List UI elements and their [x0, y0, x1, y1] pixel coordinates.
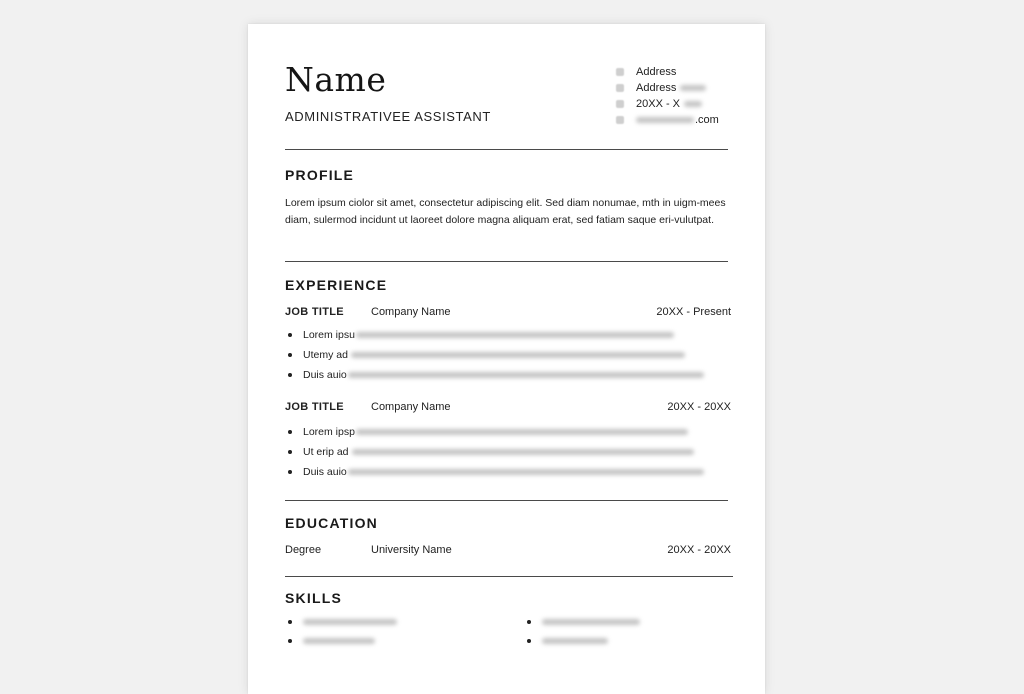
company-name: Company Name	[371, 401, 451, 413]
bullet-icon	[288, 333, 292, 337]
contact-phone: 20XX - X	[616, 96, 756, 112]
degree: Degree	[285, 544, 322, 556]
email-icon	[616, 116, 624, 124]
skill-item	[288, 634, 375, 648]
divider	[285, 576, 733, 577]
contact-address-2: Address	[616, 80, 756, 96]
resume-name: Name	[285, 60, 387, 99]
bullet-icon	[527, 620, 531, 624]
bullet-icon	[288, 450, 292, 454]
redacted-text	[303, 638, 375, 644]
redacted-text	[356, 429, 688, 435]
list-item: Utemy ad	[288, 347, 685, 363]
company-name: Company Name	[371, 306, 451, 318]
university-name: University Name	[371, 544, 452, 556]
section-title-education: EDUCATION	[285, 515, 378, 531]
redacted-text	[303, 619, 397, 625]
bullet-icon	[527, 639, 531, 643]
contact-address-1: Address	[616, 64, 756, 80]
bullet-icon	[288, 353, 292, 357]
list-item: Lorem ipsp	[288, 424, 688, 440]
list-item: Duis auio	[288, 367, 704, 383]
location-icon	[616, 68, 624, 76]
redacted-text	[348, 372, 704, 378]
section-title-skills: SKILLS	[285, 590, 342, 606]
divider	[285, 500, 728, 501]
phone-icon	[616, 100, 624, 108]
redacted-text	[348, 469, 704, 475]
redacted-text	[680, 85, 706, 91]
bullet-icon	[288, 470, 292, 474]
profile-text: Lorem ipsum ciolor sit amet, consectetur adipiscing elit. Sed diam nonumae, mth in uigm-mees diam, sulermod incidunt ut laoreet dolore magna aliquam erat, sed fatiam saque eri-vulutpat.	[285, 197, 726, 226]
education-dates: 20XX - 20XX	[667, 544, 731, 556]
contact-block	[616, 64, 756, 128]
job-title: JOB TITLE	[285, 306, 344, 318]
bullet-icon	[288, 373, 292, 377]
list-item: Ut erip ad	[288, 444, 694, 460]
redacted-text	[542, 638, 608, 644]
list-item: Lorem ipsu	[288, 327, 674, 343]
redacted-text	[684, 101, 702, 107]
job-dates: 20XX - 20XX	[667, 401, 731, 413]
section-title-experience: EXPERIENCE	[285, 277, 388, 293]
redacted-text	[636, 117, 694, 123]
redacted-text	[542, 619, 640, 625]
section-title-profile: PROFILE	[285, 167, 355, 183]
list-item: Duis auio	[288, 464, 704, 480]
divider	[285, 261, 728, 262]
redacted-text	[356, 332, 674, 338]
bullet-icon	[288, 639, 292, 643]
job-title: JOB TITLE	[285, 401, 344, 413]
skill-item	[527, 634, 608, 648]
location-icon	[616, 84, 624, 92]
contact-email: .com	[616, 112, 756, 128]
redacted-text	[352, 449, 694, 455]
skill-item	[527, 615, 640, 629]
skill-item	[288, 615, 397, 629]
job-dates: 20XX - Present	[656, 306, 731, 318]
bullet-icon	[288, 430, 292, 434]
bullet-icon	[288, 620, 292, 624]
redacted-text	[351, 352, 685, 358]
resume-page	[248, 24, 765, 694]
resume-role: ADMINISTRATIVEE ASSISTANT	[285, 109, 491, 124]
divider	[285, 149, 728, 150]
